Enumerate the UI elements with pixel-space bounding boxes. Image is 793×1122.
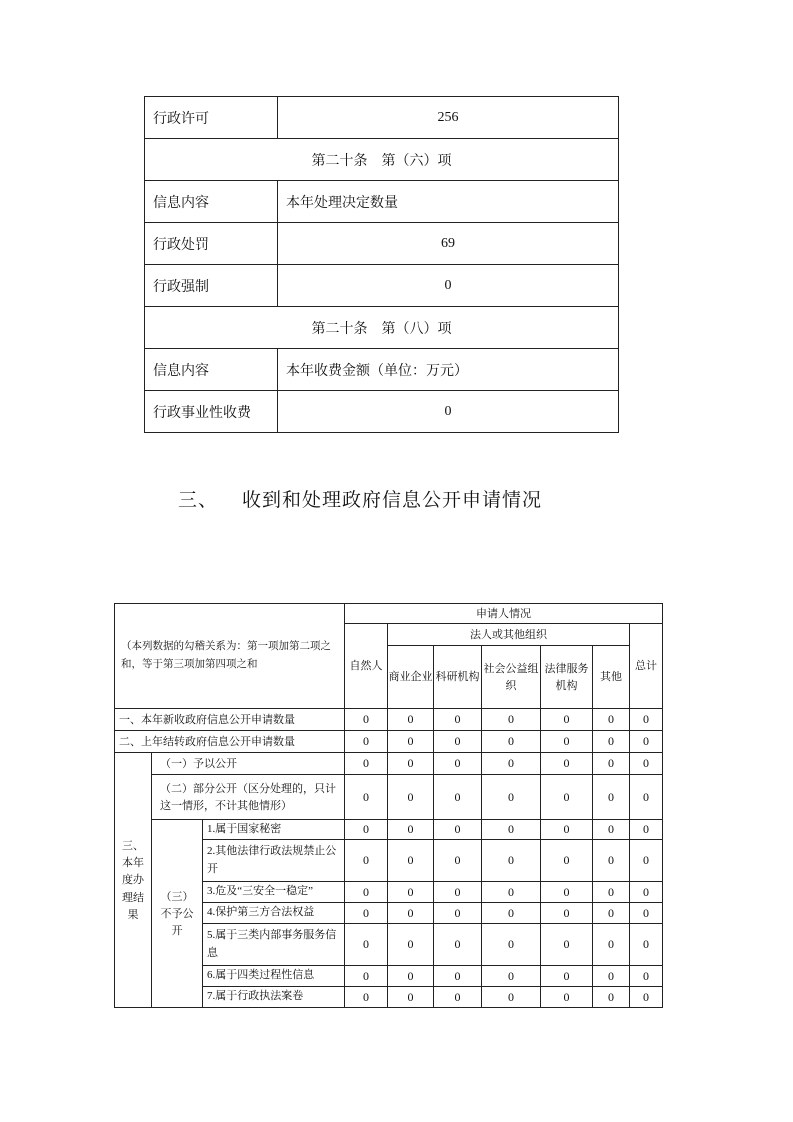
- cell-value: 0: [482, 924, 541, 966]
- row-label: 一、本年新收政府信息公开申请数量: [115, 709, 345, 731]
- row-label: （一）予以公开: [152, 753, 345, 775]
- cell-value: 0: [482, 987, 541, 1008]
- table-row: [145, 223, 619, 265]
- cell-value: 0: [434, 903, 482, 924]
- cell-value: 0: [630, 903, 663, 924]
- cell-value: 0: [388, 966, 434, 987]
- heading-number: 三、: [178, 489, 219, 511]
- cell-value: 0: [482, 820, 541, 840]
- col-total: 总计: [630, 624, 663, 709]
- cell-value: 0: [630, 753, 663, 775]
- cell-value: 0: [541, 840, 593, 882]
- cell-value: 0: [345, 903, 388, 924]
- cell-value: 0: [541, 709, 593, 731]
- cell-value: 0: [630, 987, 663, 1008]
- cell-value: 0: [434, 924, 482, 966]
- row-label: 1.属于国家秘密: [203, 820, 345, 840]
- table-row: [145, 97, 619, 139]
- cell-value: 0: [630, 709, 663, 731]
- row-label: 3.危及“三安全一稳定”: [203, 882, 345, 903]
- cell-value: 0: [541, 775, 593, 820]
- cell-value: 0: [541, 924, 593, 966]
- note-cell: （本列数据的勾稽关系为：第一项加第二项之和，等于第三项加第四项之和: [115, 604, 345, 709]
- row-label: 行政事业性收费: [145, 391, 278, 433]
- cell-value: 0: [482, 840, 541, 882]
- cell-value: 0: [482, 966, 541, 987]
- cell-value: 0: [630, 924, 663, 966]
- cell-value: 0: [434, 731, 482, 753]
- cell-value: 0: [630, 731, 663, 753]
- cell-value: 0: [630, 820, 663, 840]
- cell-value: 0: [630, 840, 663, 882]
- cell-value: 0: [593, 709, 630, 731]
- col-natural: 自然人: [345, 624, 388, 709]
- table-row: [145, 265, 619, 307]
- section-row: 第二十条 第（六）项: [145, 139, 619, 181]
- table-row: [115, 775, 663, 820]
- cell-value: 0: [630, 966, 663, 987]
- cell-value: 0: [541, 820, 593, 840]
- cell-value: 0: [482, 882, 541, 903]
- cell-value: 0: [593, 753, 630, 775]
- cell-value: 0: [541, 966, 593, 987]
- cell-value: 0: [345, 731, 388, 753]
- row-value: 本年处理决定数量: [278, 181, 619, 223]
- cell-value: 0: [345, 820, 388, 840]
- cell-value: 0: [434, 820, 482, 840]
- table-row: [115, 820, 663, 840]
- section-row: 第二十条 第（八）项: [145, 307, 619, 349]
- cell-value: 0: [434, 840, 482, 882]
- cell-value: 0: [434, 882, 482, 903]
- row-value: 0: [278, 391, 619, 433]
- col-business: 商业企业: [388, 646, 434, 709]
- cell-value: 0: [482, 731, 541, 753]
- cell-value: 0: [345, 840, 388, 882]
- table-row: [145, 307, 619, 349]
- cell-value: 0: [434, 753, 482, 775]
- row-value: 本年收费金额（单位：万元）: [278, 349, 619, 391]
- cell-value: 0: [388, 820, 434, 840]
- table-row: [145, 139, 619, 181]
- cell-value: 0: [388, 840, 434, 882]
- cell-value: 0: [593, 820, 630, 840]
- cell-value: 0: [434, 775, 482, 820]
- cell-value: 0: [388, 731, 434, 753]
- disclosure-table: [144, 96, 619, 433]
- row-label: （二）部分公开（区分处理的，只计这一情形，不计其他情形）: [152, 775, 345, 820]
- row-label: 行政处罚: [145, 223, 278, 265]
- cell-value: 0: [593, 987, 630, 1008]
- cell-value: 0: [434, 709, 482, 731]
- cell-value: 0: [593, 966, 630, 987]
- row-label: 6.属于四类过程性信息: [203, 966, 345, 987]
- cell-value: 0: [482, 903, 541, 924]
- cell-value: 0: [541, 903, 593, 924]
- cell-value: 0: [388, 924, 434, 966]
- heading-text: 收到和处理政府信息公开申请情况: [242, 489, 543, 511]
- cell-value: 0: [482, 753, 541, 775]
- cell-value: 0: [593, 903, 630, 924]
- cell-value: 0: [345, 709, 388, 731]
- cell-value: 0: [593, 731, 630, 753]
- row-value: 256: [278, 97, 619, 139]
- cell-value: 0: [630, 775, 663, 820]
- cell-value: 0: [345, 882, 388, 903]
- row-label: 信息内容: [145, 349, 278, 391]
- nondisclose-label: （三）不予公开: [152, 820, 203, 1008]
- cell-value: 0: [593, 882, 630, 903]
- table-row: [115, 604, 663, 624]
- cell-value: 0: [593, 840, 630, 882]
- cell-value: 0: [593, 924, 630, 966]
- cell-value: 0: [345, 775, 388, 820]
- table-row: [115, 709, 663, 731]
- cell-value: 0: [541, 882, 593, 903]
- col-legal-service: 法律服务机构: [541, 646, 593, 709]
- cell-value: 0: [482, 709, 541, 731]
- cell-value: 0: [388, 753, 434, 775]
- table-row: [145, 349, 619, 391]
- col-research: 科研机构: [434, 646, 482, 709]
- cell-value: 0: [345, 753, 388, 775]
- cell-value: 0: [345, 924, 388, 966]
- table-row: [115, 753, 663, 775]
- cell-value: 0: [388, 987, 434, 1008]
- cell-value: 0: [630, 882, 663, 903]
- cell-value: 0: [541, 731, 593, 753]
- section-heading: [178, 485, 542, 512]
- col-other: 其他: [593, 646, 630, 709]
- row-label: 7.属于行政执法案卷: [203, 987, 345, 1008]
- row-value: 69: [278, 223, 619, 265]
- row-label: 二、上年结转政府信息公开申请数量: [115, 731, 345, 753]
- col-social: 社会公益组织: [482, 646, 541, 709]
- row-label: 行政许可: [145, 97, 278, 139]
- table-row: [115, 731, 663, 753]
- applicant-header: 申请人情况: [345, 604, 663, 624]
- cell-value: 0: [345, 987, 388, 1008]
- table-row: [145, 181, 619, 223]
- row-label: 5.属于三类内部事务服务信息: [203, 924, 345, 966]
- table-row: [145, 391, 619, 433]
- cell-value: 0: [434, 966, 482, 987]
- row-label: 信息内容: [145, 181, 278, 223]
- cell-value: 0: [482, 775, 541, 820]
- row-value: 0: [278, 265, 619, 307]
- legal-header: 法人或其他组织: [388, 624, 630, 646]
- cell-value: 0: [434, 987, 482, 1008]
- cell-value: 0: [593, 775, 630, 820]
- cell-value: 0: [388, 775, 434, 820]
- section3-label: 三、本年度办理结果: [115, 753, 152, 1008]
- row-label: 2.其他法律行政法规禁止公开: [203, 840, 345, 882]
- row-label: 行政强制: [145, 265, 278, 307]
- cell-value: 0: [541, 753, 593, 775]
- application-stats-table: [114, 603, 663, 1008]
- cell-value: 0: [388, 903, 434, 924]
- row-label: 4.保护第三方合法权益: [203, 903, 345, 924]
- cell-value: 0: [345, 966, 388, 987]
- cell-value: 0: [541, 987, 593, 1008]
- cell-value: 0: [388, 709, 434, 731]
- cell-value: 0: [388, 882, 434, 903]
